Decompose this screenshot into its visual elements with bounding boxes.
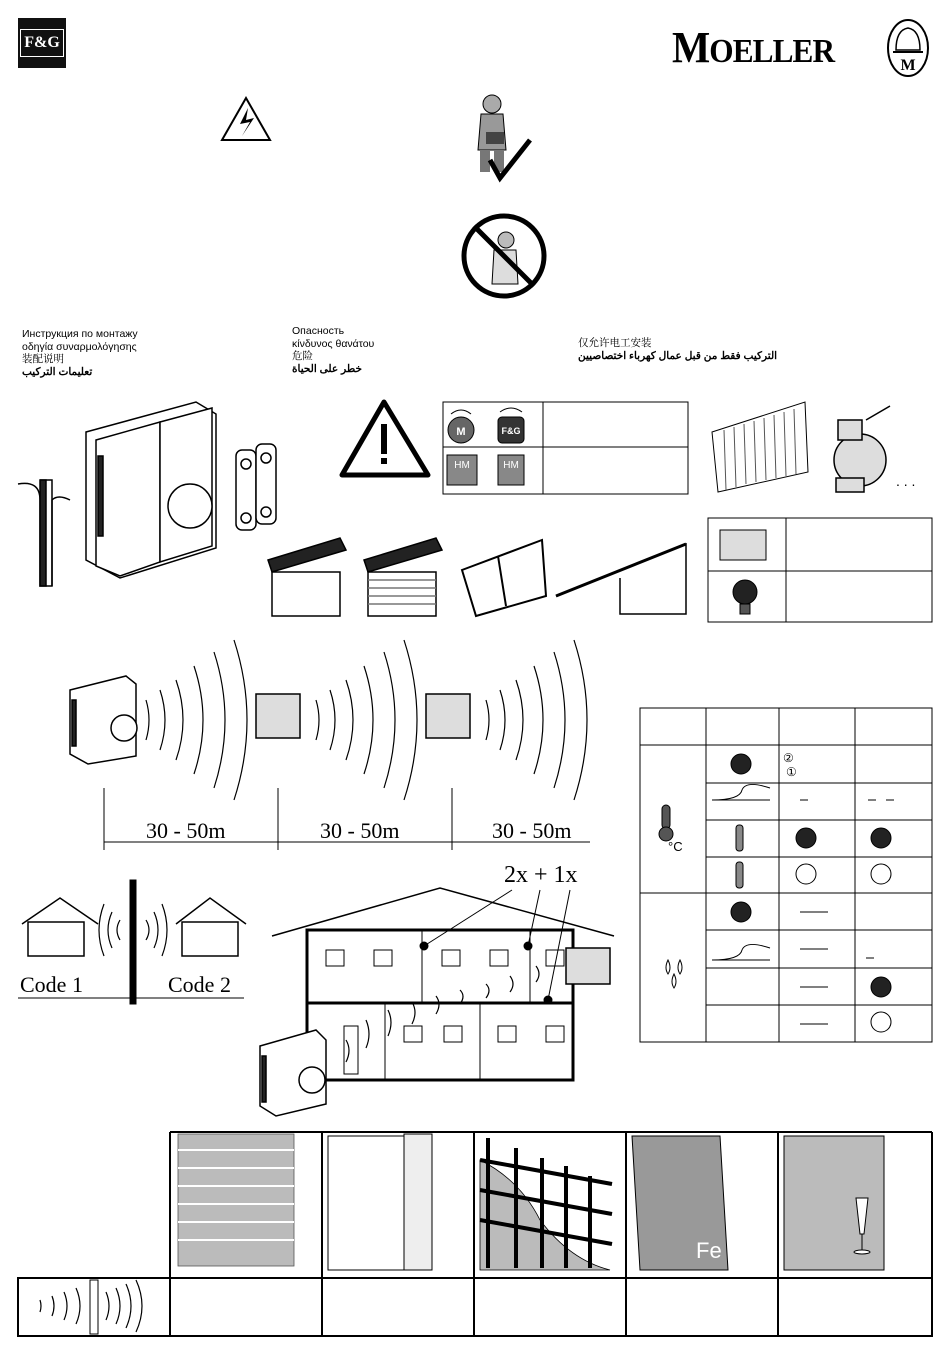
- house-transmitter: [260, 1030, 326, 1116]
- radiator-icon: [712, 402, 808, 492]
- range-transmitter: [70, 676, 137, 764]
- fg-logo: F&G: [18, 18, 66, 68]
- marker-2: ②: [783, 751, 794, 765]
- compat-badge-m: M: [456, 426, 466, 438]
- glass-panel: [784, 1136, 884, 1270]
- compat-badge-fg: F&G: [501, 426, 521, 436]
- code-label-left: Code 1: [20, 972, 83, 997]
- danger-text: Опасность κίνδυνος θανάτου 危险 خطر على الحياة: [292, 325, 375, 375]
- metal-label: Fe: [696, 1238, 722, 1263]
- adhesive-strip-icon: [18, 480, 70, 586]
- house-left: [22, 898, 98, 956]
- output-table: [708, 518, 932, 622]
- hm-label-2: HM: [503, 460, 519, 471]
- repeater-count-label: 2x + 1x: [504, 862, 578, 888]
- signal-through-wall-icon: [40, 1280, 142, 1334]
- forbidden-diy-icon: [464, 216, 544, 296]
- awning-icon: [268, 538, 346, 616]
- house-right: [176, 898, 246, 956]
- code-label-right: Code 2: [168, 972, 231, 997]
- marker-1: ①: [786, 765, 797, 779]
- valve-ellipsis: . . .: [896, 473, 916, 489]
- reinforced-concrete: [480, 1138, 612, 1270]
- compat-table: [443, 402, 688, 494]
- range-receiver-2: [426, 694, 470, 738]
- bell-logo-letter: M: [900, 57, 916, 74]
- awning-slope-icon: [556, 544, 686, 614]
- distance-label-2: 30 - 50m: [320, 818, 400, 843]
- window-icon: [462, 540, 546, 616]
- range-receiver-1: [256, 694, 300, 738]
- distance-label-3: 30 - 50m: [492, 818, 572, 843]
- caution-icon: [342, 402, 428, 475]
- temp-unit: °C: [668, 839, 683, 854]
- electrician-only-text: 仅允许电工安装 التركيب فقط من قبل عمال كهرباء اختصاصيين: [578, 337, 778, 362]
- roller-shutter-icon: [364, 538, 442, 616]
- thermostat-device: [86, 402, 216, 578]
- brick-wall: [178, 1134, 294, 1266]
- drywall-panel: [328, 1134, 432, 1270]
- radio-waves: [146, 640, 587, 800]
- electrician-icon: [478, 95, 530, 178]
- house-receiver: [566, 948, 610, 984]
- moeller-brand: MOELLER: [672, 23, 835, 72]
- distance-label-1: 30 - 50m: [146, 818, 226, 843]
- install-instructions: Инструкция по монтажу οδηγία συναρμολόγησης 装配说明 تعليمات التركيب: [22, 328, 138, 378]
- hm-label-1: HM: [454, 460, 470, 471]
- valve-icon: [834, 406, 890, 492]
- high-voltage-icon: [222, 98, 270, 140]
- battery-icon: [236, 444, 276, 530]
